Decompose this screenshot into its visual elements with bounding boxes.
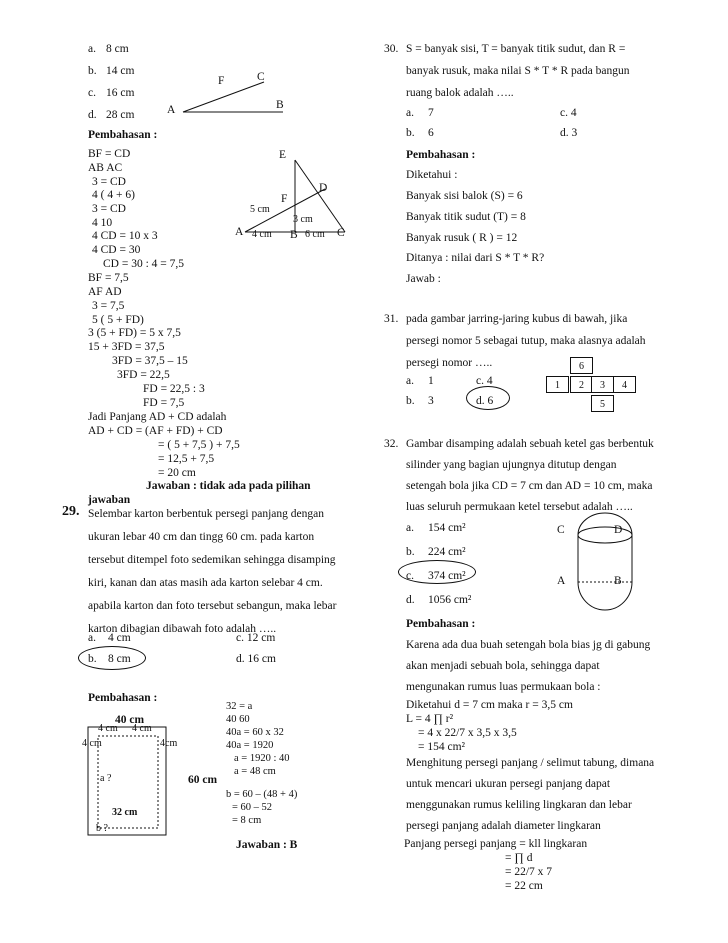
fig1-label-c: C: [257, 71, 265, 83]
q28-work-line: 4 CD = 30: [92, 244, 141, 256]
q28-jawaban-cont: jawaban: [88, 494, 131, 506]
q31-opt-d: d. 6: [476, 395, 494, 407]
q28-work-line: 3FD = 22,5: [117, 369, 170, 381]
fig29-width: 40 cm: [115, 714, 145, 726]
q30-opt-a: 7: [428, 107, 434, 119]
q32-opt-a: 154 cm²: [428, 522, 466, 534]
q29-work-line: a = 1920 : 40: [234, 753, 290, 764]
q28-work-line: CD = 30 : 4 = 7,5: [103, 258, 185, 270]
q32-line: = 22/7 x 7: [505, 866, 553, 878]
q32-opt-c-letter: c.: [406, 570, 414, 582]
fig29-side-right: 4cm: [160, 738, 178, 749]
q28-work-line: BF = CD: [88, 148, 131, 160]
fig32-label-d: D: [614, 524, 623, 536]
q30-opt-b: 6: [428, 127, 434, 139]
q30-line: Banyak titik sudut (T) = 8: [406, 211, 526, 223]
q32-opt-a-letter: a.: [406, 522, 414, 534]
q32-opt-b: 224 cm²: [428, 546, 466, 558]
q29-text-line: Selembar karton berbentuk persegi panjang dengan: [88, 508, 324, 520]
fig2-label-f: F: [281, 193, 288, 205]
q28-opt-b-letter: b.: [88, 65, 97, 77]
q29-opt-a-letter: a.: [88, 632, 96, 644]
q31-text-line: persegi nomor 5 sebagai tutup, maka alasnya adalah: [406, 335, 646, 347]
q32-line: = ∏ d: [505, 852, 533, 864]
q32-line: mengunakan rumus luas permukaan bola :: [406, 681, 601, 693]
q29-opt-b: 8 cm: [108, 653, 131, 665]
fig29-height: 60 cm: [188, 774, 218, 786]
q30-line: Banyak sisi balok (S) = 6: [406, 190, 523, 202]
q32-text-line: setengah bola jika CD = 7 cm dan AD = 10 cm, maka: [406, 480, 653, 492]
fig2-label-e: E: [279, 149, 287, 161]
q28-work-line: = 12,5 + 7,5: [158, 453, 215, 465]
net-square: 5: [591, 395, 614, 412]
q32-line: untuk mencari ukuran persegi panjang dapat: [406, 778, 611, 790]
q30-text-line: banyak rusuk, maka nilai S * T * R pada bangun: [406, 65, 630, 77]
q30-line: Jawab :: [406, 273, 441, 285]
q28-work-line: 5 ( 5 + FD): [92, 314, 144, 326]
q32-pembahasan: Pembahasan :: [406, 618, 476, 630]
q30-opt-a-letter: a.: [406, 107, 414, 119]
q28-work-line: 3 = CD: [92, 203, 126, 215]
q32-line: = 4 x 22/7 x 3,5 x 3,5: [418, 727, 517, 739]
q28-work-line: 4 10: [92, 217, 113, 229]
fig2-label-d: D: [319, 182, 328, 194]
fig2-label-3cm: 3 cm: [293, 214, 313, 225]
q32-line: persegi panjang adalah diameter lingkaran: [406, 820, 601, 832]
fig2-label-a: A: [235, 226, 244, 238]
q32-line: = 22 cm: [505, 880, 543, 892]
q28-work-line: 4 CD = 10 x 3: [92, 230, 158, 242]
q28-work-line: = ( 5 + 7,5 ) + 7,5: [158, 439, 240, 451]
q28-opt-a-letter: a.: [88, 43, 96, 55]
q32-text-line: Gambar disamping adalah sebuah ketel gas berbentuk: [406, 438, 654, 450]
q31-opt-a: 1: [428, 375, 434, 387]
q31-opt-a-letter: a.: [406, 375, 414, 387]
q29-work-line: a = 48 cm: [234, 766, 276, 777]
q28-work-line: 3 = CD: [92, 176, 126, 188]
net-square: 1: [546, 376, 569, 393]
q31-opt-b-letter: b.: [406, 395, 415, 407]
q28-opt-b: 14 cm: [106, 65, 135, 77]
q28-opt-a: 8 cm: [106, 43, 129, 55]
q32-line: akan menjadi sebuah bola, sehingga dapat: [406, 660, 600, 672]
q28-opt-c: 16 cm: [106, 87, 135, 99]
fig2-label-5cm: 5 cm: [250, 204, 270, 215]
q29-pembahasan: Pembahasan :: [88, 692, 158, 704]
q32-opt-b-letter: b.: [406, 546, 415, 558]
fig29-inner-width: 32 cm: [112, 807, 138, 818]
q28-work-line: AF AD: [88, 286, 122, 298]
q30-pembahasan: Pembahasan :: [406, 149, 476, 161]
q28-work-line: = 20 cm: [158, 467, 196, 479]
q30-opt-c: c. 4: [560, 107, 577, 119]
q32-opt-c: 374 cm²: [428, 570, 466, 582]
q29-opt-d: d. 16 cm: [236, 653, 276, 665]
fig2-label-c: C: [337, 227, 345, 239]
q28-opt-d: 28 cm: [106, 109, 135, 121]
q30-line: Diketahui :: [406, 169, 458, 181]
q28-work-line: 15 + 3FD = 37,5: [88, 341, 165, 353]
q32-line: Panjang persegi panjang = kll lingkaran: [404, 838, 588, 850]
q29-text-line: apabila karton dan foto tersebut sebangun, maka lebar: [88, 600, 337, 612]
q28-work-line: AB AC: [88, 162, 123, 174]
q28-work-line: BF = 7,5: [88, 272, 129, 284]
q28-opt-c-letter: c.: [88, 87, 96, 99]
q29-opt-a: 4 cm: [108, 632, 131, 644]
q30-text-line: ruang balok adalah …..: [406, 87, 514, 99]
q29-text-line: ukuran lebar 40 cm dan tingg 60 cm. pada karton: [88, 531, 315, 543]
q30-line: Banyak rusuk ( R ) = 12: [406, 232, 518, 244]
fig32-label-b: B: [614, 575, 622, 587]
q32-line: L = 4 ∏ r²: [406, 713, 454, 725]
q29-work-line: = 60 – 52: [232, 802, 273, 813]
fig29-top-right: 4 cm: [132, 723, 152, 734]
q28-work-line: 3 = 7,5: [92, 300, 125, 312]
q30-opt-d: d. 3: [560, 127, 578, 139]
fig1-label-b: B: [276, 99, 284, 111]
q29-text-line: kiri, kanan dan atas masih ada karton selebar 4 cm.: [88, 577, 323, 589]
q29-text-line: tersebut ditempel foto sedemikan sehingga disamping: [88, 554, 336, 566]
q29-text-line: karton dibagian dibawah foto adalah …..: [88, 623, 277, 635]
q32-opt-d-letter: d.: [406, 594, 415, 606]
fig1-label-a: A: [167, 104, 176, 116]
q32-number: 32.: [384, 438, 399, 450]
q31-text-line: persegi nomor …..: [406, 357, 493, 369]
q29-work-line: 32 = a: [226, 701, 253, 712]
q31-opt-c: c. 4: [476, 375, 493, 387]
q28-work-line: Jadi Panjang AD + CD adalah: [88, 411, 227, 423]
q32-text-line: silinder yang bagian ujungnya ditutup dengan: [406, 459, 617, 471]
q28-work-line: AD + CD = (AF + FD) + CD: [88, 425, 223, 437]
q30-opt-b-letter: b.: [406, 127, 415, 139]
q28-work-line: 4 ( 4 + 6): [92, 189, 135, 201]
q32-opt-d: 1056 cm²: [428, 594, 472, 606]
q30-line: Ditanya : nilai dari S * T * R?: [406, 252, 545, 264]
q31-text-line: pada gambar jarring-jaring kubus di bawah, jika: [406, 313, 628, 325]
q29-work-line: 40a = 1920: [226, 740, 274, 751]
q32-line: menggunakan rumus keliling lingkaran dan lebar: [406, 799, 632, 811]
q28-opt-d-letter: d.: [88, 109, 97, 121]
net-square: 4: [613, 376, 636, 393]
q30-text-line: S = banyak sisi, T = banyak titik sudut, dan R =: [406, 43, 626, 55]
fig29-b: b ?: [96, 823, 108, 834]
fig2-label-6cm: 6 cm: [305, 229, 325, 240]
q28-work-line: 3FD = 37,5 – 15: [112, 355, 188, 367]
q29-jawaban: Jawaban : B: [236, 839, 298, 851]
q29-opt-b-letter: b.: [88, 653, 97, 665]
q28-jawaban: Jawaban : tidak ada pada pilihan: [146, 480, 311, 492]
q32-line: Menghitung persegi panjang / selimut tabung, dimana: [406, 757, 655, 769]
fig29-side-left: 4 cm: [82, 738, 102, 749]
q31-opt-b: 3: [428, 395, 434, 407]
fig29-top-left: 4 cm: [98, 723, 118, 734]
q28-pembahasan: Pembahasan :: [88, 129, 158, 141]
net-square: 6: [570, 357, 593, 374]
q32-text-line: luas seluruh permukaan ketel tersebut adalah …..: [406, 501, 633, 513]
q29-number: 29.: [62, 504, 80, 519]
fig2-label-4cm: 4 cm: [252, 229, 272, 240]
fig32-label-a: A: [557, 575, 566, 587]
fig32-label-c: C: [557, 524, 565, 536]
q32-line: Karena ada dua buah setengah bola bias jg di gabung: [406, 639, 651, 651]
net-square: 2: [570, 376, 593, 393]
q29-work-line: 40a = 60 x 32: [226, 727, 284, 738]
q32-line: = 154 cm²: [418, 741, 465, 753]
q29-work-line: b = 60 – (48 + 4): [226, 789, 298, 800]
q32-line: Diketahui d = 7 cm maka r = 3,5 cm: [406, 699, 573, 711]
q28-work-line: FD = 22,5 : 3: [143, 383, 205, 395]
q29-opt-c: c. 12 cm: [236, 632, 276, 644]
q29-work-line: 40 60: [226, 714, 250, 725]
q31-number: 31.: [384, 313, 399, 325]
q30-number: 30.: [384, 43, 399, 55]
fig2-label-b: B: [290, 229, 298, 241]
q28-work-line: 3 (5 + FD) = 5 x 7,5: [88, 327, 181, 339]
q28-work-line: FD = 7,5: [143, 397, 185, 409]
net-square: 3: [591, 376, 614, 393]
fig29-a: a ?: [100, 773, 112, 784]
fig1-label-f: F: [218, 75, 225, 87]
q29-work-line: = 8 cm: [232, 815, 262, 826]
